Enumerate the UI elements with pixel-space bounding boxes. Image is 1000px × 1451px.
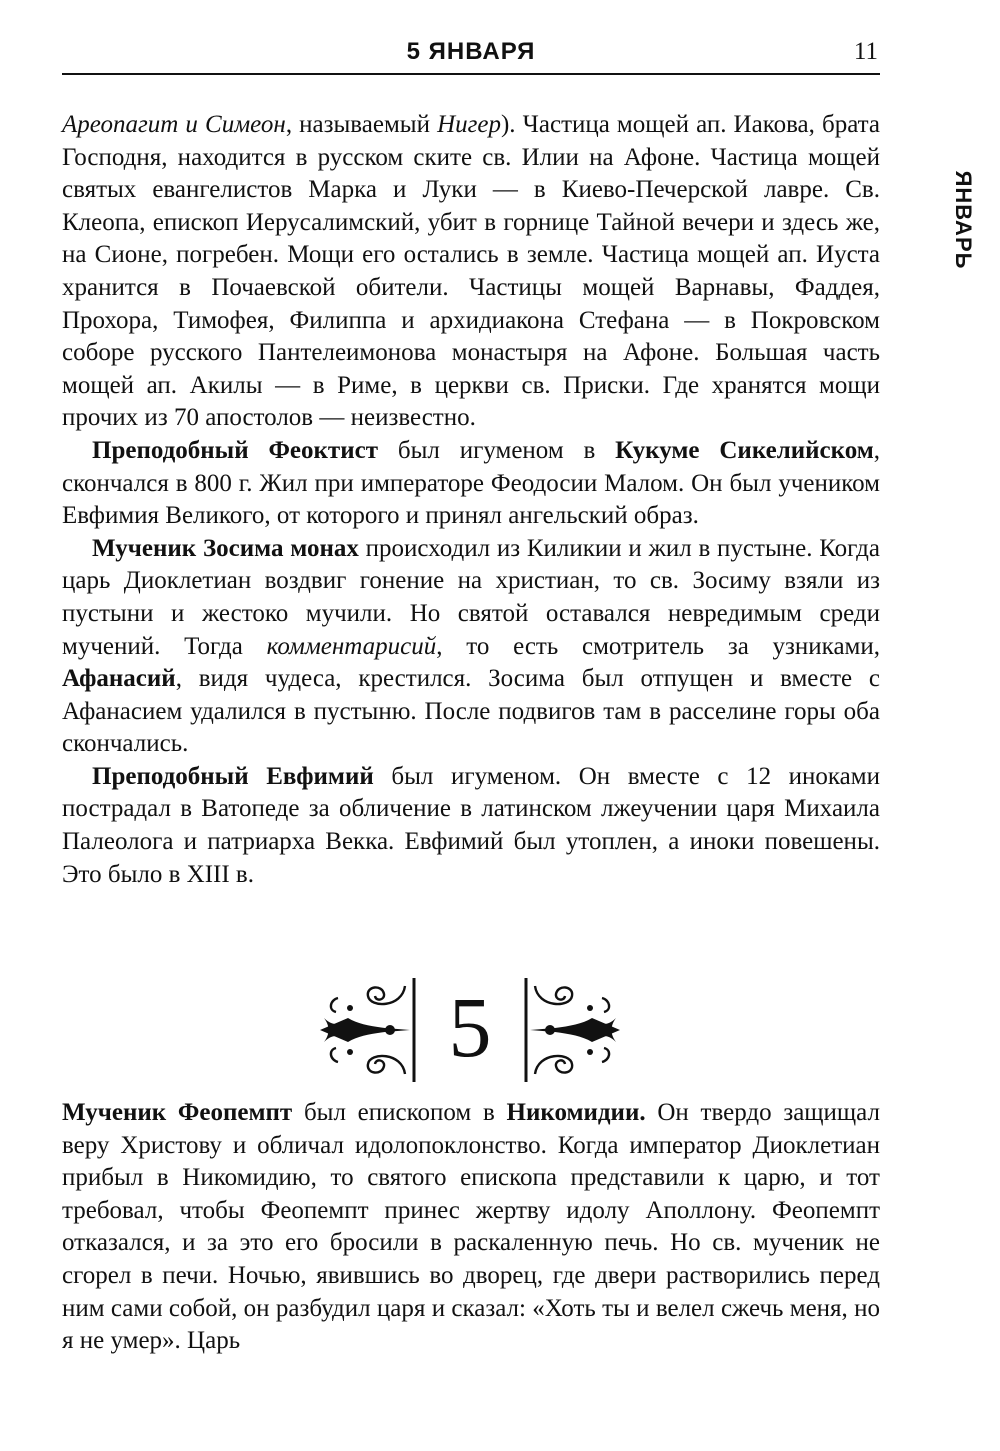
text-run: , скончался в 800 г. Жил при императоре Феодосии Малом. Он был учеником Евфимия Великого, от которого и принял ангельский образ. [62,436,881,530]
text-run: был епископом в [292,1099,507,1126]
bold-place-name: Никомидии. [506,1099,646,1126]
italic-text: комментарисий [266,632,437,660]
header-rule [62,73,880,75]
paragraph-apostles-relics [62,109,880,435]
text-block-bottom [62,1097,880,1358]
bold-saint-name: Преподобный Феоктист [92,436,378,464]
running-title: 5 ЯНВАРЯ [406,38,536,65]
day-number-ornament [310,978,630,1082]
text-run: был игуменом. Он вместе с 12 иноками пострадал в Ватопеде за обличение в латинском лжеучении царя Михаила Палеолога и патриарха Векка. Евфимий был утоплен, а иноки повешены. Это было в XIII в. [62,762,880,888]
day-number: 5 [448,979,492,1075]
bold-saint-name: Мученик Феопемпт [62,1099,293,1126]
text-run: Он твердо защищал веру Христову и обличал идолопоклонство. Когда император Диоклетиан прибыл в Никомидию, то святого епископа представили к царю, и тот требовал, чтобы Феопемпт принес жертву идолу Аполлону. Феопемпт отказался, и за это его бросили в раскаленную печь. Но св. мученик не сгорел в печи. Ночью, явившись во дворец, где двери растворились перед ним сами собой, он разбудил царя и сказал: «Хоть ты и велел сжечь меня, но я не умер». Царь [62,1099,880,1355]
text-run: ). Частица мощей ап. Иакова, брата Господня, находится в русском ските св. Илии на Афоне. Частица мощей святых евангелистов Марка и Луки — в Киево-Печерской лавре. Св. Клеопа, епископ Иерусалимский, убит в горнице Тайной вечери и здесь же, на Сионе, погребен. Мощи его остались в земле. Частица мощей ап. Иуста хранится в Почаевской обители. Частицы мощей Варнавы, Фаддея, Прохора, Тимофея, Филиппа и архидиакона Стефана — в Покровском соборе русского Пантелеимонова монастыря на Афоне. Большая часть мощей ап. Акилы — в Риме, в церкви св. Приски. Где хранятся мощи прочих из 70 апостолов — неизвестно. [62,111,880,432]
left-flourish-icon [310,978,420,1082]
paragraph-feoktist [62,435,880,533]
paragraph-zosima [62,533,880,761]
right-flourish-icon [520,978,630,1082]
text-run: , то есть смотритель за узниками, [436,632,880,660]
text-run: , называемый [285,111,438,138]
paragraph-feopempt [62,1097,880,1358]
paragraph-evfimiy [62,761,880,891]
text-run: , видя чудеса, крестился. Зосима был отпущен и вместе с Афанасием удалился в пустыню. После подвигов там в расселине горы оба скончались. [62,665,880,758]
page-number: 11 [853,38,878,65]
bold-saint-name: Мученик Зосима монах [92,534,359,562]
italic-text: Нигер [437,111,501,138]
text-run: происходил из Киликии и жил в пустыне. Когда царь Диоклетиан воздвиг гонение на христиан, то св. Зосиму взяли из пустыни и жестоко мучили. Но святой оставался невредимым среди мучений. Тогда [62,534,880,660]
italic-text: Ареопагит и Симеон [62,111,286,138]
bold-saint-name: Преподобный Евфимий [92,762,374,790]
page-header [62,38,880,74]
month-side-tab [948,160,978,280]
text-run: был игуменом в [378,436,616,464]
bold-place-name: Кукуме Сикелийском [615,436,874,464]
month-side-tab-label: ЯНВАРЬ [951,170,976,270]
text-block-top [62,109,880,891]
bold-saint-name: Афанасий [62,665,176,693]
